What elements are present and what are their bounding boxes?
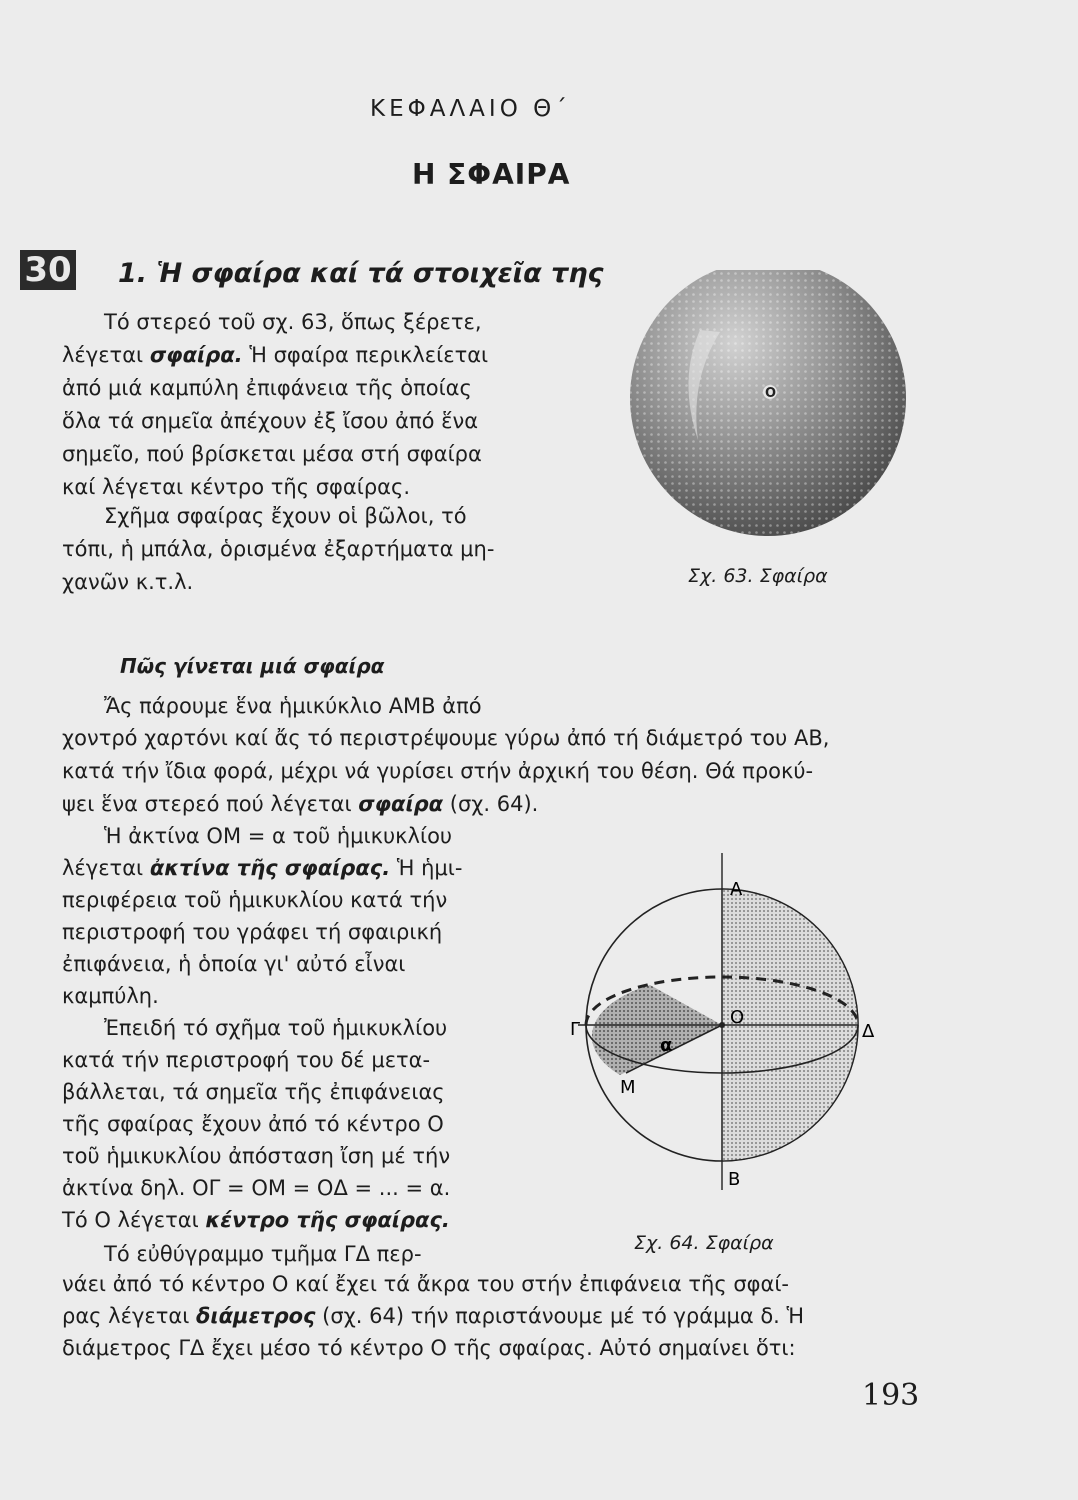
label-a: A <box>730 879 743 900</box>
para4-line2: λέγεται ἀκτίνα τῆς σφαίρας. Ἡ ἡμι- <box>62 856 463 880</box>
para3-line2: χοντρό χαρτόνι καί ἄς τό περιστρέψουμε γύρω ἀπό τή διάμετρό του ΑΒ, <box>62 726 830 750</box>
figure-64-caption: Σχ. 64. Σφαίρα <box>634 1232 774 1254</box>
figure-63-caption: Σχ. 63. Σφαίρα <box>688 565 828 587</box>
sphere-figure-64 <box>570 845 890 1195</box>
para5-line2: κατά τήν περιστροφή του δέ μετα- <box>62 1048 431 1072</box>
para1-line5: σημεῖο, πού βρίσκεται μέσα στή σφαίρα <box>62 442 482 466</box>
para6-line2: νάει ἀπό τό κέντρο Ο καί ἔχει τά ἄκρα του στήν ἐπιφάνεια τῆς σφαί- <box>62 1272 790 1296</box>
label-o: O <box>730 1007 745 1028</box>
para1-line1: Τό στερεό τοῦ σχ. 63, ὅπως ξέρετε, <box>104 310 482 334</box>
para3-line1: Ἄς πάρουμε ἕνα ἡμικύκλιο ΑΜΒ ἀπό <box>104 694 482 718</box>
para3-line3: κατά τήν ἴδια φορά, μέχρι νά γυρίσει στήν ἀρχική του θέση. Θά προκύ- <box>62 759 814 783</box>
para3-line4: ψει ἕνα στερεό πού λέγεται σφαίρα (σχ. 64). <box>62 792 539 816</box>
section-badge: 30 <box>20 250 76 290</box>
sphere-texture <box>630 270 906 536</box>
para6-line4: διάμετρος ΓΔ ἔχει μέσο τό κέντρο Ο τῆς σφαίρας. Αὐτό σημαίνει ὅτι: <box>62 1336 796 1360</box>
label-b: B <box>728 1169 741 1190</box>
para1-line2: λέγεται σφαίρα. Ἡ σφαίρα περικλείεται <box>62 343 489 367</box>
para2-line2: τόπι, ἡ μπάλα, ὁρισμένα ἐξαρτήματα μη- <box>62 537 495 561</box>
para5-line6: ἀκτίνα δηλ. ΟΓ = ΟΜ = ΟΔ = ... = α. <box>62 1176 451 1200</box>
para4-line3: περιφέρεια τοῦ ἡμικυκλίου κατά τήν <box>62 888 448 912</box>
para1-line4: ὅλα τά σημεῖα ἀπέχουν ἐξ ἴσου ἀπό ἕνα <box>62 409 479 433</box>
para5-line7: Τό Ο λέγεται κέντρο τῆς σφαίρας. <box>62 1208 450 1232</box>
para2-line3: χανῶν κ.τ.λ. <box>62 570 194 594</box>
sphere-figure-63 <box>620 270 920 560</box>
para4-line6: καμπύλη. <box>62 984 159 1008</box>
chapter-title: Η ΣΦΑΙΡΑ <box>412 158 571 191</box>
para4-line1: Ἡ ἀκτίνα ΟΜ = α τοῦ ἡμικυκλίου <box>104 824 453 848</box>
para2-line1: Σχῆμα σφαίρας ἔχουν οἱ βῶλοι, τό <box>104 504 467 528</box>
para1-line6: καί λέγεται κέντρο τῆς σφαίρας. <box>62 475 411 499</box>
section-title: 1. Ἡ σφαίρα καί τά στοιχεῖα της <box>118 258 604 289</box>
para5-line1: Ἐπειδή τό σχῆμα τοῦ ἡμικυκλίου <box>104 1016 448 1040</box>
para5-line3: βάλλεται, τά σημεῖα τῆς ἐπιφάνειας <box>62 1080 445 1104</box>
center-point-icon <box>719 1022 725 1028</box>
chapter-heading: ΚΕΦΑΛΑΙΟ Θ΄ <box>370 96 571 122</box>
page-number: 193 <box>862 1378 920 1413</box>
para6-line1: Τό εὐθύγραμμο τμῆμα ΓΔ περ- <box>104 1242 422 1266</box>
para4-line5: ἐπιφάνεια, ἡ ὁποία γι' αὐτό εἶναι <box>62 952 406 976</box>
para4-line4: περιστροφή του γράφει τή σφαιρική <box>62 920 443 944</box>
subheading: Πῶς γίνεται μιά σφαίρα <box>120 654 385 678</box>
para5-line5: τοῦ ἡμικυκλίου ἀπόσταση ἴση μέ τήν <box>62 1144 451 1168</box>
label-d: Δ <box>862 1021 875 1042</box>
para1-line3: ἀπό μιά καμπύλη ἐπιφάνεια τῆς ὁποίας <box>62 376 472 400</box>
center-label: O <box>765 386 777 401</box>
label-g: Γ <box>570 1019 581 1040</box>
label-alpha: α <box>660 1035 673 1056</box>
para6-line3: ρας λέγεται διάμετρος (σχ. 64) τήν παριστάνουμε μέ τό γράμμα δ. Ἡ <box>62 1304 805 1328</box>
para5-line4: τῆς σφαίρας ἔχουν ἀπό τό κέντρο Ο <box>62 1112 444 1136</box>
label-m: M <box>620 1077 636 1098</box>
